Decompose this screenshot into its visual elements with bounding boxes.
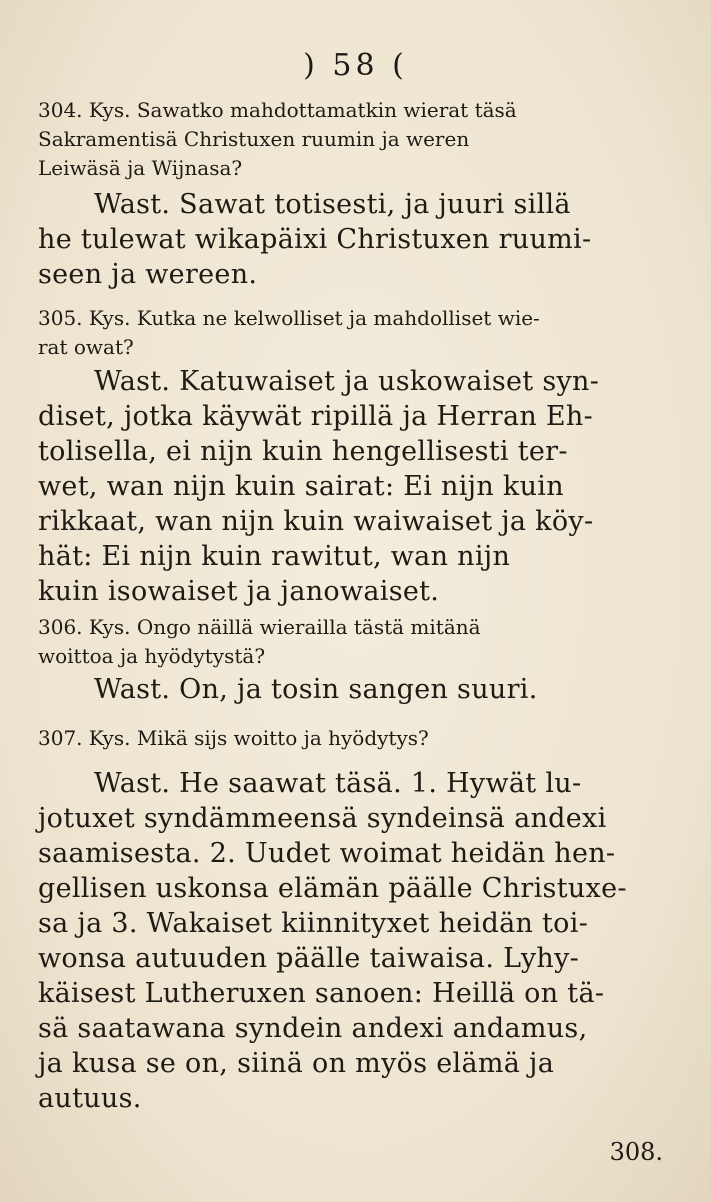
page-number: ) 58 ( (303, 48, 408, 83)
text-line: wet, wan nijn kuin sairat: Ei nijn kuin (38, 471, 564, 502)
text-line: seen ja wereen. (38, 259, 258, 290)
question-304 (38, 96, 678, 183)
question-305 (38, 304, 678, 362)
text-line: diset, jotka käywät ripillä ja Herran Eh- (38, 401, 594, 432)
text-line: hät: Ei nijn kuin rawitut, wan nijn (38, 541, 511, 572)
question-307 (38, 724, 678, 753)
text-line: tolisella, ei nijn kuin hengellisesti ter- (38, 436, 568, 467)
text-line: käisest Lutheruxen sanoen: Heillä on tä- (38, 978, 605, 1009)
text-line: woittoa ja hyödytystä? (38, 644, 266, 668)
text-line: kuin isowaiset ja janowaiset. (38, 576, 440, 607)
catchword: 308. (609, 1138, 663, 1166)
text-line: Wast. Sawat totisesti, ja juuri sillä (94, 189, 571, 220)
text-line: saamisesta. 2. Uudet woimat heidän hen- (38, 838, 616, 869)
text-line: 307. Kys. Mikä sijs woitto ja hyödytys? (38, 726, 429, 750)
text-line: 305. Kys. Kutka ne kelwolliset ja mahdolliset wie- (38, 306, 540, 330)
text-line: autuus. (38, 1083, 142, 1114)
answer-306 (38, 672, 678, 707)
answer-304 (38, 187, 678, 292)
text-line: he tulewat wikapäixi Christuxen ruumi- (38, 224, 592, 255)
answer-305 (38, 364, 678, 609)
text-line: 306. Kys. Ongo näillä wierailla tästä mitänä (38, 615, 481, 639)
text-line: rikkaat, wan nijn kuin waiwaiset ja köy- (38, 506, 594, 537)
text-line: sa ja 3. Wakaiset kiinnityxet heidän toi- (38, 908, 589, 939)
text-line: Wast. He saawat täsä. 1. Hywät lu- (94, 768, 582, 799)
text-line: sä saatawana syndein andexi andamus, (38, 1013, 588, 1044)
text-line: rat owat? (38, 335, 134, 359)
text-line: Wast. On, ja tosin sangen suuri. (94, 674, 538, 705)
text-line: Wast. Katuwaiset ja uskowaiset syn- (94, 366, 600, 397)
text-line: ja kusa se on, siinä on myös elämä ja (38, 1048, 555, 1079)
text-line: Leiwäsä ja Wijnasa? (38, 156, 243, 180)
text-line: jotuxet syndämmeensä syndeinsä andexi (38, 803, 607, 834)
question-306 (38, 613, 678, 671)
text-line: wonsa autuuden päälle taiwaisa. Lyhy- (38, 943, 580, 974)
text-line: Sakramentisä Christuxen ruumin ja weren (38, 127, 470, 151)
answer-307 (38, 766, 678, 1116)
text-line: gellisen uskonsa elämän päälle Christuxe- (38, 873, 627, 904)
text-line: 304. Kys. Sawatko mahdottamatkin wierat täsä (38, 98, 517, 122)
